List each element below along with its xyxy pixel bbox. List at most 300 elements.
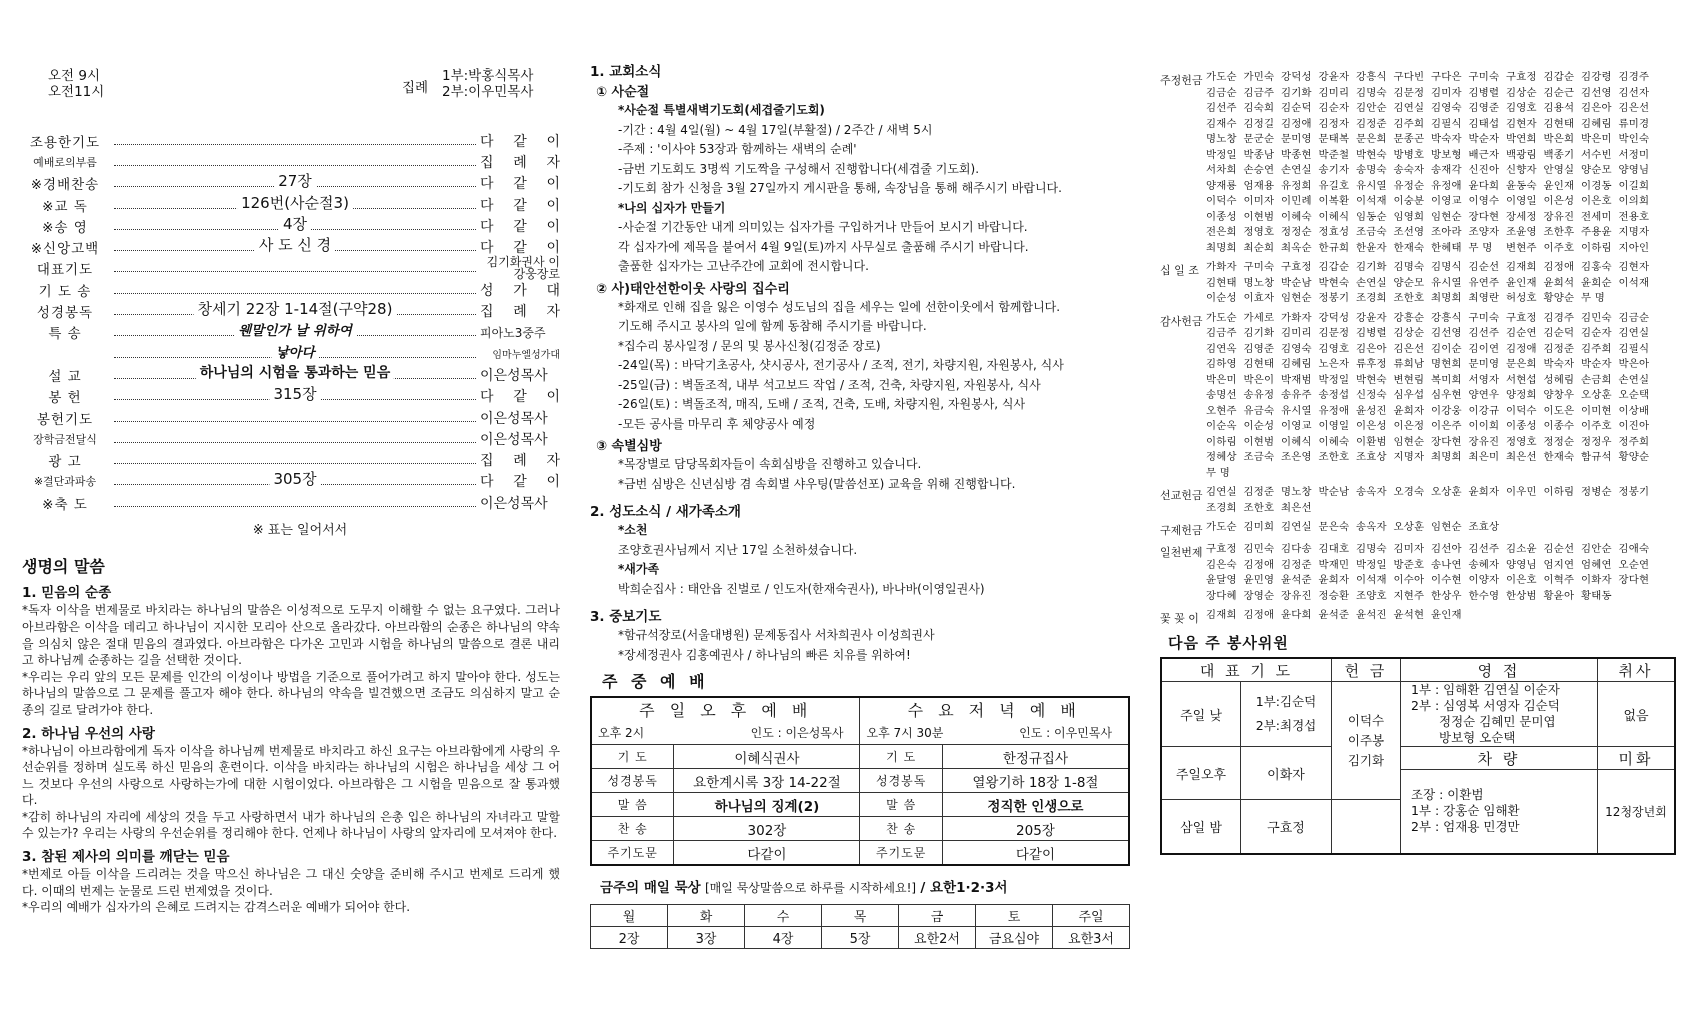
donor-name: 서정미 [1618, 148, 1650, 161]
donor-name: 지현주 [1393, 589, 1425, 602]
donor-name: 조은영 [1281, 451, 1312, 463]
news-line: *목장별로 담당목회자들이 속회심방을 진행하고 있습니다. [618, 457, 922, 471]
donor-name: 송나연 [1431, 558, 1462, 571]
daily-chapter: 요한2서 [899, 927, 976, 949]
order-dots [114, 414, 476, 422]
order-dots [114, 300, 476, 319]
donor-name: 가화자 [1206, 261, 1237, 273]
word-paragraph: *감히 하나님의 자리에 세상의 것을 두고 사랑하면서 내가 하나님의 은총 입은 하나님의 자녀라고 말할 수 있는가? 우리는 사랑의 우선순위를 정리해야 한다. 언제나 하나님이 사랑의 앞자리에 모셔져야 한다. [22, 809, 560, 841]
news-subheading: ③ 속별심방 [596, 439, 662, 454]
donor-name: 김이순 [1431, 342, 1462, 355]
donor-name: 장다현 [1431, 435, 1462, 448]
donor-name: 류미경 [1618, 117, 1650, 130]
donor-name: 양영님 [1618, 164, 1650, 176]
donor-name: 김미희 [1243, 521, 1275, 533]
donor-name: 가세로 [1243, 311, 1275, 324]
donor-name: 이하림 [1206, 435, 1237, 448]
donor-name: 오상훈 [1393, 521, 1425, 533]
donor-name: 김정자 [1318, 117, 1350, 130]
donor-name: 이혜숙 [1318, 435, 1350, 448]
donor-name: 조경희 [1206, 501, 1237, 514]
order-item-name: 예배로의부름 [33, 155, 97, 169]
donor-name: 조한후 [1543, 226, 1575, 238]
daily-chapter: 5장 [822, 927, 899, 949]
donor-name: 조금숙 [1243, 451, 1275, 463]
news-line: -금번 기도회도 3명씩 기도짝을 구성해서 진행합니다(세겹줄 기도회). [618, 161, 980, 176]
daily-day: 주일 [1053, 905, 1130, 927]
donor-name: 조한호 [1243, 501, 1275, 514]
donor-name: 손연실 [1356, 276, 1387, 289]
donor-name: 구미숙 [1468, 311, 1500, 324]
donor-name: 김선영 [1431, 327, 1462, 339]
donor-name: 오순택 [1618, 389, 1650, 401]
donor-name: 박종현 [1281, 148, 1312, 161]
wednesday-evening-title: 수 요 저 녁 예 배 [860, 697, 1129, 721]
donor-name: 이수현 [1431, 574, 1462, 586]
donor-name: 방보형 [1431, 148, 1462, 161]
donor-name: 배근자 [1468, 148, 1500, 161]
offering-header: 헌 금 [1332, 658, 1401, 682]
donor-name: 윤희자 [1318, 574, 1350, 586]
donor-name: 윤희자 [1468, 486, 1500, 498]
donor-name: 김현자 [1618, 261, 1650, 273]
donor-name: 윤인재 [1543, 179, 1575, 192]
donor-name: 조한호 [1393, 292, 1425, 304]
donor-name: 김하영 [1206, 358, 1237, 370]
order-row [20, 255, 560, 282]
donor-name: 엄혜연 [1581, 558, 1612, 571]
donor-name: 정정순 [1281, 226, 1312, 238]
order-item-name: 장학금전달식 [33, 432, 97, 446]
donor-name: 김영호 [1318, 342, 1350, 355]
donor-name: 엄지연 [1543, 558, 1575, 571]
donor-name: 오현주 [1206, 404, 1237, 417]
donor-name: 김애숙 [1618, 543, 1650, 555]
donor-name: 최순희 [1243, 241, 1275, 254]
donor-name: 유길호 [1318, 179, 1350, 192]
order-dots [114, 435, 476, 443]
service-leader-1: 1부:박홍식목사 [442, 68, 534, 84]
donor-name: 구효정 [1506, 311, 1537, 324]
donor-name: 김영준 [1468, 102, 1500, 114]
welcome-line: 2부 : 심영복 서영자 김순덕 [1411, 698, 1560, 713]
donor-name: 김혜림 [1581, 117, 1612, 130]
welcome-header: 영 접 [1401, 658, 1598, 682]
word-paragraph: *하나님이 아브라함에게 독자 이삭을 하나님께 번제물로 바치라고 하신 요구는 아브라함에게 사랑의 우선순위를 정하며 실도록 하신 믿음의 훈련이다. 이삭을 바치라는 하나님의 시험은 하나님을 세상 그 어느 것보다 우선의 사랑으로 사랑하는가에 대한 시험이었다. 아브라함은 그 시험을 믿음으로 잘 통과했다. [22, 743, 560, 808]
donor-name: 정주희 [1618, 435, 1650, 448]
order-item-name: ※결단과파송 [33, 475, 97, 489]
sunday-afternoon-time: 오후 2시 [598, 726, 645, 740]
order-dots [114, 236, 476, 255]
donor-name: 이은호 [1506, 574, 1537, 586]
donor-name: 김연실 [1393, 102, 1425, 114]
order-item-content: 창세기 22장 1-14절(구약28) [194, 298, 397, 319]
donor-name: 구다빈 [1393, 71, 1425, 83]
order-item-content: 4장 [279, 213, 311, 234]
donor-name: 박은아 [1618, 358, 1650, 370]
donor-name: 신진아 [1468, 164, 1500, 176]
donor-name: 김은아 [1356, 342, 1387, 355]
donor-name: 이순성 [1206, 292, 1237, 304]
donor-name: 윤다희 [1468, 179, 1500, 192]
offering-names [1332, 682, 1401, 800]
news-heading: 2. 성도소식 / 새가족소개 [590, 504, 741, 520]
donor-name: 조효상 [1356, 451, 1387, 463]
donor-name: 김용석 [1543, 102, 1575, 114]
donor-name: 이종수 [1543, 420, 1575, 432]
flower-header: 미화 [1598, 747, 1676, 770]
donor-name: 이이희 [1468, 420, 1500, 432]
donor-name: 윤석진 [1356, 609, 1387, 621]
donor-name: 임영희 [1393, 210, 1425, 223]
word-sections [20, 581, 560, 916]
donor-name: 이양자 [1468, 574, 1500, 586]
order-item-leader: 이은성목사 [480, 431, 548, 448]
order-item-leader: 다 같 이 [480, 197, 560, 214]
donor-name: 이종성 [1206, 210, 1237, 223]
donor-name: 이은성 [1543, 195, 1575, 207]
news-subheading: ① 사순절 [596, 85, 650, 100]
order-row [20, 428, 560, 449]
order-item-leader: 다 같 이 [480, 176, 560, 193]
donor-name: 송혜자 [1468, 558, 1500, 571]
news-heading: 3. 중보기도 [590, 609, 662, 625]
order-dots [114, 323, 476, 340]
donor-name: 윤석현 [1393, 609, 1425, 621]
donor-name: 이복환 [1318, 195, 1350, 207]
donor-name: 김기화 [1281, 86, 1312, 99]
order-dots [114, 214, 476, 233]
order-dots [114, 286, 476, 294]
sunday-row-label: 찬 송 [591, 817, 674, 841]
offering-group-label: 구제헌금 [1160, 524, 1203, 537]
order-item-name: ※송 영 [42, 219, 88, 236]
order-item-leader: 이은성목사 [480, 367, 548, 384]
news-topic: *소천 [618, 523, 648, 537]
wednesday-row-label: 기 도 [860, 745, 942, 769]
donor-name: 윤성진 [1356, 404, 1387, 417]
donor-name: 박종남 [1243, 148, 1275, 161]
donor-name: 오경숙 [1393, 486, 1425, 498]
word-section-heading: 1. 믿음의 순종 [22, 585, 112, 602]
donor-name: 백종기 [1543, 148, 1575, 161]
donor-name: 김정준 [1543, 342, 1575, 355]
order-item-leader: 이은성목사 [480, 495, 548, 512]
donor-name: 김혜림 [1281, 358, 1312, 370]
donor-name: 박숙자 [1431, 133, 1462, 145]
donor-name: 양정희 [1506, 389, 1537, 401]
donor-name: 김정애 [1243, 609, 1275, 621]
order-row [20, 386, 560, 407]
donor-name: 유정희 [1281, 179, 1312, 192]
donor-name: 문군순 [1243, 133, 1275, 145]
donor-name: 윤석준 [1281, 574, 1312, 586]
donor-name: 무 명 [1206, 466, 1230, 479]
sunday-row-label: 기 도 [591, 745, 674, 769]
sunday-row-label: 주기도문 [591, 841, 674, 866]
donor-name: 구효정 [1506, 71, 1537, 83]
donor-name: 김금주 [1243, 86, 1275, 99]
donor-name: 조아라 [1431, 226, 1462, 238]
order-dots [114, 456, 476, 464]
volunteers-table [1160, 657, 1676, 855]
wednesday-row-value: 열왕기하 18장 1-8절 [942, 769, 1129, 793]
sunday-row-value: 다같이 [674, 841, 860, 866]
donor-name: 김문정 [1393, 86, 1425, 99]
daily-day: 토 [976, 905, 1053, 927]
donor-name: 한상범 [1506, 589, 1537, 602]
donor-name: 윤다희 [1281, 609, 1312, 621]
donor-name: 이석재 [1618, 276, 1650, 289]
order-item-leader: 임마누엘성가대 [492, 350, 560, 362]
donor-name: 손연실 [1618, 373, 1650, 386]
daily-meditation-title: 금주의 매일 묵상 [600, 880, 701, 896]
wednesday-row-value: 다같이 [942, 841, 1129, 866]
donor-name: 김영숙 [1281, 342, 1312, 355]
order-item-content: 305장 [269, 468, 320, 489]
donor-name: 김연실 [1618, 327, 1650, 339]
donor-name: 김은선 [1393, 342, 1425, 355]
donor-name: 최은선 [1281, 501, 1312, 514]
car-header: 차 량 [1401, 747, 1598, 770]
donor-name: 김강령 [1581, 71, 1612, 83]
donor-name: 김순근 [1543, 86, 1575, 99]
donor-name: 가민숙 [1243, 71, 1275, 83]
donor-name: 임현순 [1393, 435, 1425, 448]
service-time-1: 오전 9시 [48, 68, 101, 84]
donor-name: 강덕성 [1318, 311, 1350, 324]
donor-name: 김연실 [1281, 521, 1312, 533]
flower-value: 12청장년회 [1598, 770, 1676, 854]
welcome-line: 정정순 김혜민 문미엽 [1439, 714, 1556, 729]
news-line: *금번 심방은 신년심방 겸 속회별 샤우팅(말씀선포) 교육을 위해 진행합니다. [618, 476, 1016, 491]
donor-name: 이혜숙 [1281, 210, 1312, 223]
order-item-name: 성경봉독 [36, 305, 94, 322]
donor-name: 함규석 [1581, 451, 1612, 463]
donor-name: 김순자 [1318, 102, 1350, 114]
donor-name: 송명숙 [1356, 164, 1387, 176]
donor-name: 이현범 [1243, 210, 1275, 223]
donor-name: 박은미 [1581, 133, 1612, 145]
donor-name: 김금순 [1618, 311, 1650, 324]
donor-name: 이도은 [1543, 404, 1575, 417]
order-dots [114, 385, 476, 404]
donor-name: 김기화 [1356, 261, 1387, 273]
donor-name: 강윤자 [1356, 311, 1387, 324]
donor-name: 이하림 [1581, 241, 1612, 254]
church-news [590, 60, 1130, 665]
cooking-value: 없음 [1598, 682, 1676, 747]
service-header [20, 68, 560, 108]
donor-name: 서차희 [1206, 164, 1237, 176]
order-dots [114, 158, 476, 166]
order-row [20, 407, 560, 428]
donor-name: 강흥순 [1393, 311, 1425, 324]
donor-name: 김경주 [1618, 71, 1650, 83]
donor-name: 김선주 [1468, 543, 1500, 555]
wednesday-row-label: 주기도문 [860, 841, 942, 866]
donor-name: 지명자 [1618, 226, 1650, 238]
donor-name: 이수아 [1393, 574, 1425, 586]
donor-name: 정영호 [1243, 226, 1275, 238]
car-line: 조장 : 이환범 [1411, 787, 1484, 803]
donor-name: 구다은 [1431, 71, 1462, 83]
donor-name: 김순덕 [1281, 102, 1312, 114]
order-item-content: 315장 [269, 383, 320, 404]
news-line: -24일(목) : 바닥기초공사, 샷시공사, 전기공사 / 조적, 전기, 차량지원, 자원봉사, 식사 [618, 358, 1064, 372]
donor-name: 서수빈 [1581, 148, 1612, 161]
donor-name: 이강규 [1468, 404, 1500, 417]
donor-name: 김필식 [1618, 342, 1650, 355]
donor-name: 김정애 [1243, 558, 1275, 571]
donor-name: 윤동숙 [1506, 179, 1537, 192]
order-item-name: 봉헌기도 [36, 411, 94, 428]
donor-name: 김순선 [1543, 543, 1575, 555]
donor-name: 한혜태 [1431, 241, 1462, 254]
daily-chapter: 요한3서 [1053, 927, 1130, 949]
offering-lists [1160, 70, 1680, 626]
donor-name: 김은아 [1581, 102, 1612, 114]
donor-name: 한규희 [1318, 241, 1350, 254]
donor-name: 김순선 [1468, 261, 1500, 273]
donor-name: 이은주 [1431, 420, 1462, 432]
word-title: 생명의 말씀 [22, 557, 105, 577]
midweek-schedule-table [590, 696, 1130, 866]
donor-name: 김주희 [1393, 117, 1425, 130]
news-line: 출품한 십자가는 고난주간에 교회에 전시합니다. [618, 259, 869, 273]
donor-name: 유시열 [1356, 179, 1387, 192]
donor-name: 김선영 [1581, 86, 1612, 99]
donor-name: 이순성 [1243, 420, 1275, 432]
news-topic: *사순절 특별새벽기도회(세겹줄기도회) [618, 103, 825, 117]
welcome-line: 방보형 오순택 [1439, 730, 1516, 745]
donor-name: 정정우 [1581, 435, 1612, 448]
donor-name: 박순자 [1468, 133, 1500, 145]
donor-name: 송유주 [1281, 389, 1312, 401]
order-item-leader: 다 같 이 [480, 474, 560, 491]
news-line: 박희순집사 : 태안읍 진벌로 / 인도자(한재숙권사), 바나바(이영일권사) [618, 581, 985, 596]
donor-name: 조양자 [1468, 226, 1500, 238]
order-row [20, 471, 560, 492]
donor-name: 김금주 [1206, 327, 1237, 339]
daily-chapter: 3장 [668, 927, 745, 949]
donor-name: 김재희 [1206, 609, 1237, 621]
donor-name: 김상순 [1393, 327, 1425, 339]
donor-name: 한상우 [1431, 589, 1462, 602]
donor-name: 이영일 [1506, 195, 1537, 207]
donor-name: 명현희 [1431, 358, 1462, 370]
donor-name: 이길희 [1618, 179, 1650, 192]
donor-name: 임현순 [1281, 292, 1312, 304]
donor-name: 이현범 [1243, 435, 1275, 448]
order-item-content: 낳아다 [271, 341, 318, 361]
donor-name: 이효자 [1243, 292, 1275, 304]
donor-name: 황윤아 [1543, 589, 1575, 602]
news-line: -기도회 참가 신청을 3월 27일까지 게시판을 통해, 속장님을 통해 해주시기 바랍니다. [618, 181, 1062, 195]
order-item-leader: 집 례 자 [480, 154, 560, 171]
daily-day: 수 [745, 905, 822, 927]
news-heading: 1. 교회소식 [590, 64, 662, 80]
offering-group [1160, 542, 1680, 604]
wednesday-evening-guide: 인도 : 이우민목사 [1019, 726, 1112, 740]
donor-name: 유시열 [1431, 276, 1462, 289]
word-paragraph: *우리는 우리 앞의 모든 문제를 인간의 이성이나 방법을 기준으로 풀어가려고 하지 말아야 한다. 성도는 하나님의 말씀으로 그 문제를 풀고자 해야 한다. 하나님의 약속을 빌견했으면 조금도 의심하지 말고 순종의 길로 달려가야 한다. [22, 669, 560, 717]
news-topic: *새가족 [618, 562, 660, 576]
donor-name: 장다현 [1618, 574, 1650, 586]
order-item-name: 광 고 [48, 454, 82, 471]
donor-name: 정영호 [1506, 435, 1537, 448]
order-item-name: ※경배찬송 [30, 177, 100, 194]
donor-name: 김현태 [1243, 358, 1275, 370]
donor-name: 김순자 [1581, 327, 1612, 339]
donor-name: 박현숙 [1318, 276, 1350, 289]
word-section-heading: 3. 참된 제사의 의미를 깨닫는 믿음 [22, 849, 230, 866]
donor-name: 김은선 [1618, 102, 1650, 114]
offering-name: 김기화 [1347, 752, 1385, 768]
donor-name: 서영자 [1468, 373, 1500, 386]
donor-name: 이숭분 [1393, 195, 1425, 207]
donor-name: 황태동 [1581, 589, 1612, 602]
donor-name: 박준철 [1318, 148, 1350, 161]
donor-name: 김영호 [1506, 102, 1537, 114]
donor-name: 심우섭 [1393, 389, 1425, 401]
donor-name: 송기자 [1318, 164, 1350, 176]
donor-name: 가도순 [1206, 71, 1237, 83]
donor-name: 송유정 [1243, 389, 1275, 401]
donor-name: 김미리 [1281, 327, 1312, 339]
donor-name: 김주희 [1581, 342, 1612, 355]
donor-name: 유금숙 [1243, 404, 1275, 417]
donor-name: 이미자 [1243, 195, 1275, 207]
wednesday-row-label: 찬 송 [860, 817, 942, 841]
donor-name: 박현숙 [1356, 373, 1387, 386]
word-paragraph: *우리의 예배가 십자가의 은혜로 드려지는 감격스러운 예배가 되어야 한다. [22, 900, 411, 915]
donor-name: 구효정 [1281, 261, 1312, 273]
donor-name: 김선자 [1618, 86, 1650, 99]
donor-name: 김정애 [1506, 342, 1537, 355]
donor-name: 가도순 [1206, 521, 1237, 533]
sunday-row-value: 하나님의 징계(2) [674, 793, 860, 817]
donor-name: 장영순 [1243, 589, 1275, 602]
donor-name: 박은이 [1243, 373, 1275, 386]
service-times [48, 68, 104, 100]
order-item-name: ※교 독 [42, 198, 88, 215]
offering-group-label: 십 일 조 [1160, 264, 1199, 277]
wednesday-row-label: 말 씀 [860, 793, 942, 817]
donor-name: 박은희 [1543, 133, 1575, 145]
donor-name: 김정길 [1243, 117, 1275, 130]
donor-name: 정정순 [1543, 435, 1575, 448]
news-line: -모든 공사를 마무리 후 체양공사 예정 [618, 416, 816, 431]
donor-name: 김금순 [1206, 86, 1237, 99]
donor-name: 황양순 [1543, 292, 1575, 304]
donor-name: 윤희순 [1581, 276, 1612, 289]
donor-name: 박정일 [1318, 373, 1350, 386]
donor-name: 김재희 [1506, 261, 1537, 273]
donor-name: 김현태 [1206, 276, 1237, 289]
donor-name: 최영란 [1468, 292, 1500, 304]
news-line: -25일(금) : 벽돌조적, 내부 석고보드 작업 / 조적, 건축, 차량지원, 자원봉사, 식사 [618, 377, 1041, 392]
donor-name: 김정준 [1243, 486, 1275, 498]
news-line: *집수리 봉사일정 / 문의 및 봉사신청(김정준 장로) [618, 338, 881, 353]
donor-name: 이은호 [1581, 195, 1612, 207]
news-column [590, 0, 1130, 1016]
news-line: -기간 : 4월 4일(월) ~ 4월 17일(부활절) / 2주간 / 새벽 5시 [618, 122, 933, 137]
donor-name: 김정준 [1281, 558, 1312, 571]
order-item-leader: 피아노3중주 [480, 325, 546, 340]
donor-name: 박은미 [1206, 373, 1237, 386]
donor-name: 박순남 [1281, 276, 1312, 289]
